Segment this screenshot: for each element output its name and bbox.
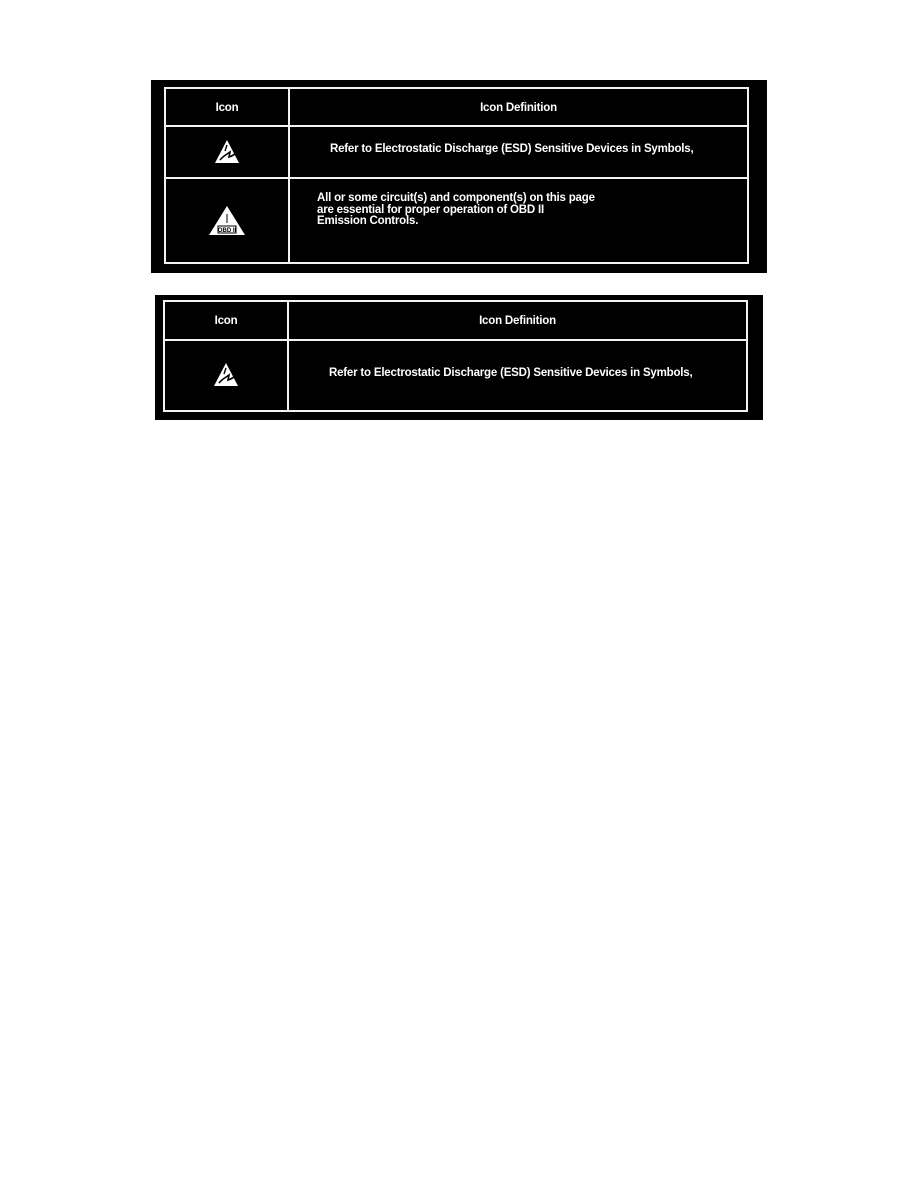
table-header-row [164,301,747,340]
definition-cell [289,178,748,263]
definition-text: Refer to Electrostatic Discharge (ESD) Sensitive Devices in Symbols, [330,143,694,156]
icon-column-header: Icon [164,301,288,340]
table-header-row [165,88,748,126]
table-row [165,178,748,263]
esd-warning-icon [214,139,240,165]
table-row [164,340,747,411]
icon-definition-table [164,87,749,264]
definition-text-line-2: are essential for proper operation of OBD II [317,203,544,216]
definition-text-line-3: Emission Controls. [317,215,419,227]
icon-column-header: Icon [165,88,289,126]
esd-warning-icon [213,362,239,388]
definition-cell [289,126,748,178]
obd-ii-icon-label: OBD II [217,227,237,234]
obd-ii-warning-icon [207,205,247,237]
icon-table-panel-1 [151,80,767,273]
definition-text-line-1: All or some circuit(s) and component(s) on this page [317,192,595,204]
definition-column-header: Icon Definition [288,301,747,340]
icon-table-panel-2 [155,295,763,420]
definition-text: Refer to Electrostatic Discharge (ESD) Sensitive Devices in Symbols, [329,366,693,379]
icon-definition-table [163,300,748,412]
table-row [165,126,748,178]
definition-cell [288,340,747,411]
definition-column-header: Icon Definition [289,88,748,126]
